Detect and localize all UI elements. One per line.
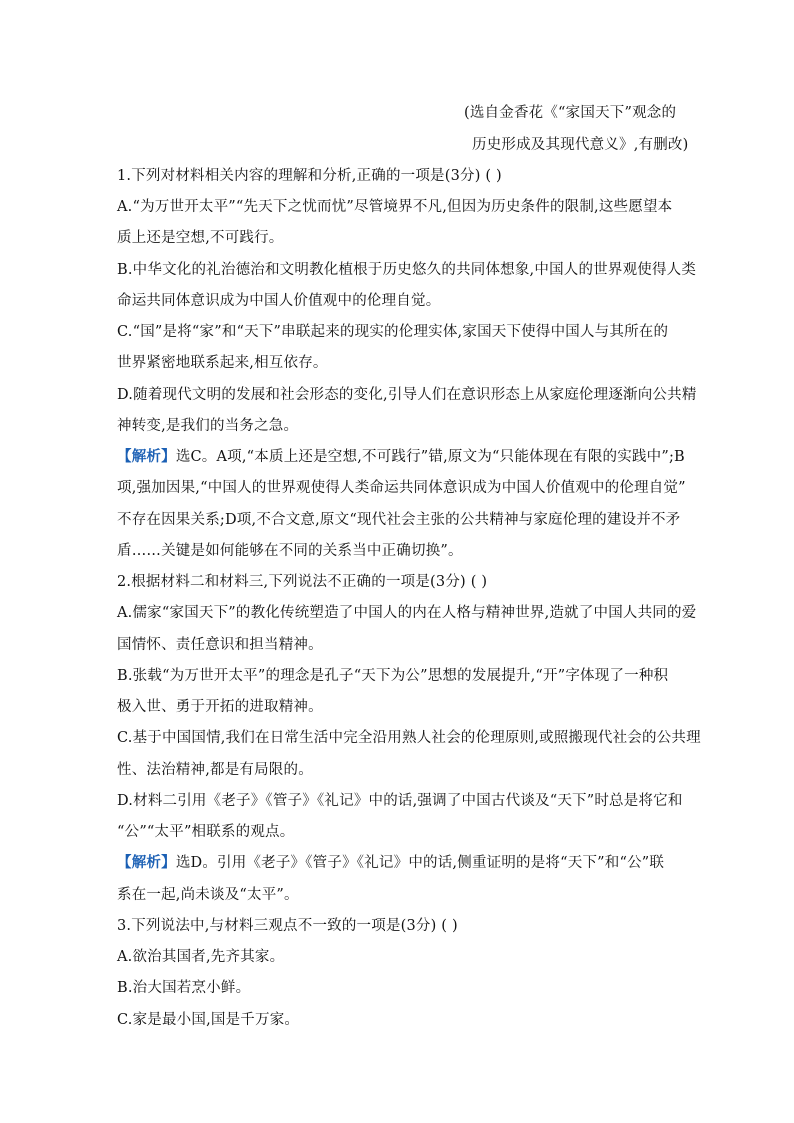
analysis-text: 选D。引用《老子》《管子》《礼记》中的话,侧重证明的是将“天下”和“公”联	[175, 855, 665, 871]
question-1-option-a-cont: 质上还是空想,不可践行。	[117, 230, 284, 246]
question-2-option-d: D.材料二引用《老子》《管子》《礼记》中的话,强调了中国古代谈及“天下”时总是将它和	[117, 793, 683, 809]
question-2-option-a: A.儒家“家国天下”的教化传统塑造了中国人的内在人格与精神世界,造就了中国人共同的爱	[117, 605, 697, 621]
question-2-analysis-cont: 系在一起,尚未谈及“太平”。	[117, 887, 299, 903]
question-1-analysis-cont-3: 盾……关键是如何能够在不同的关系当中正确切换”。	[117, 543, 463, 559]
question-2-option-b: B.张载“为万世开太平”的理念是孔子“天下为公”思想的发展提升,“开”字体现了一种积	[117, 668, 669, 684]
source-citation-line-1: (选自金香花《“家国天下”观念的	[464, 105, 677, 121]
question-2-option-d-cont: “公”“太平”相联系的观点。	[117, 824, 295, 840]
question-1-stem: 1.下列对材料相关内容的理解和分析,正确的一项是(3分) ( )	[117, 168, 502, 184]
analysis-tag: 【解析】	[117, 448, 176, 465]
question-2-option-c: C.基于中国国情,我们在日常生活中完全沿用熟人社会的伦理原则,或照搬现代社会的公共理	[117, 730, 701, 746]
question-2-option-a-cont: 国情怀、责任意识和担当精神。	[117, 637, 323, 653]
analysis-tag: 【解析】	[117, 854, 176, 871]
question-1-option-b-cont: 命运共同体意识成为中国人价值观中的伦理自觉。	[117, 293, 441, 309]
question-3-option-c: C.家是最小国,国是千万家。	[117, 1012, 300, 1028]
question-1-analysis	[117, 447, 685, 467]
question-3-stem: 3.下列说法中,与材料三观点不一致的一项是(3分) ( )	[117, 918, 458, 934]
analysis-text: 选C。A项,“本质上还是空想,不可践行”错,原文为“只能体现在有限的实践中”;B	[175, 449, 685, 465]
question-1-option-b: B.中华文化的礼治德治和文明教化植根于历史悠久的共同体想象,中国人的世界观使得人类	[117, 262, 697, 278]
question-2-option-b-cont: 极入世、勇于开拓的进取精神。	[117, 699, 323, 715]
question-1-option-c-cont: 世界紧密地联系起来,相互依存。	[117, 355, 328, 371]
source-citation-line-2: 历史形成及其现代意义》,有删改)	[472, 137, 689, 153]
question-1-option-d-cont: 神转变,是我们的当务之急。	[117, 418, 299, 434]
question-2-stem: 2.根据材料二和材料三,下列说法不正确的一项是(3分) ( )	[117, 574, 488, 590]
question-2-analysis	[117, 853, 664, 873]
question-3-option-b: B.治大国若烹小鲜。	[117, 980, 251, 996]
question-1-analysis-cont-1: 项,强加因果,“中国人的世界观使得人类命运共同体意识成为中国人价值观中的伦理自觉”	[117, 480, 686, 496]
question-2-option-c-cont: 性、法治精神,都是有局限的。	[117, 762, 313, 778]
question-1-option-a: A.“为万世开太平”“先天下之忧而忧”尽管境界不凡,但因为历史条件的限制,这些愿望本	[117, 199, 673, 215]
question-1-analysis-cont-2: 不存在因果关系;D项,不合文意,原文“现代社会主张的公共精神与家庭伦理的建设并不矛	[117, 512, 681, 528]
question-1-option-c: C.“国”是将“家”和“天下”串联起来的现实的伦理实体,家国天下使得中国人与其所在的	[117, 324, 669, 340]
question-3-option-a: A.欲治其国者,先齐其家。	[117, 949, 285, 965]
question-1-option-d: D.随着现代文明的发展和社会形态的变化,引导人们在意识形态上从家庭伦理逐渐向公共精	[117, 387, 697, 403]
